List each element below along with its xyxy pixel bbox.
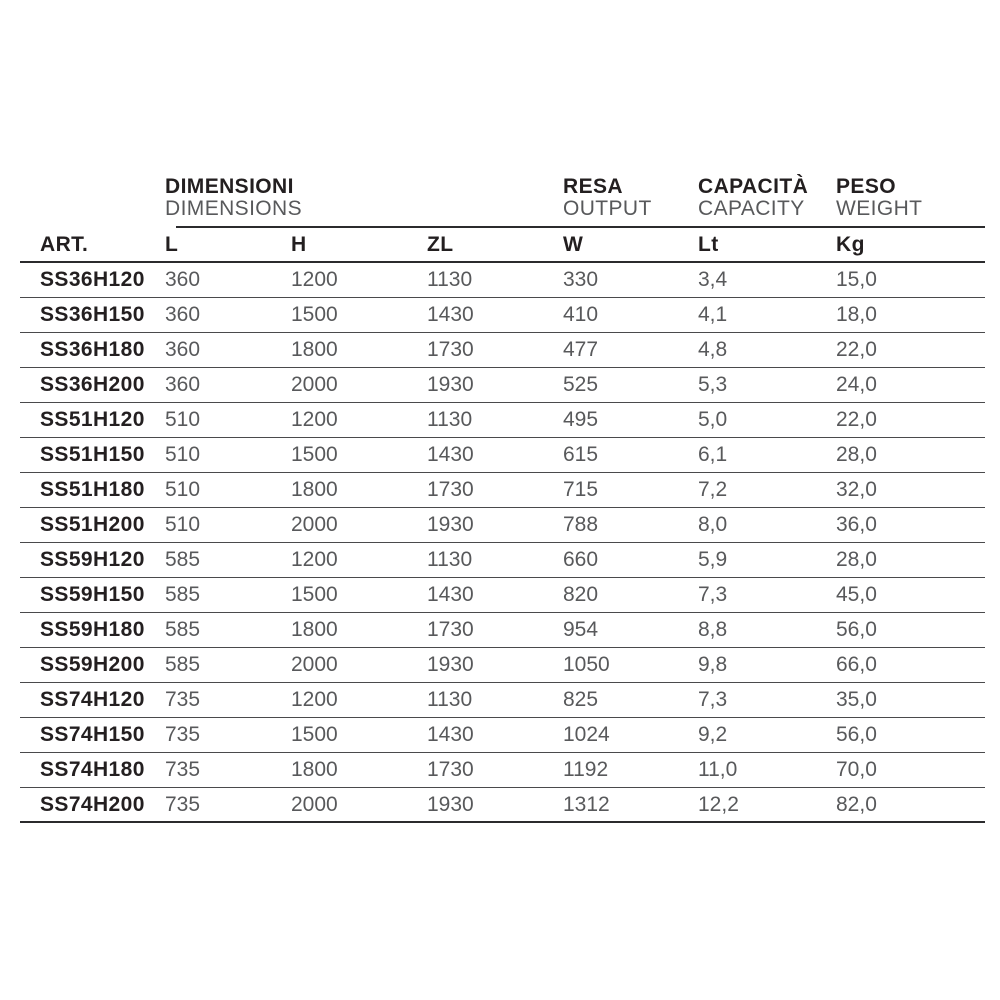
table-row: [20, 403, 985, 438]
cell-l: 510: [165, 513, 201, 536]
table-row: [20, 298, 985, 333]
group-label-dimensioni: DIMENSIONI: [165, 175, 294, 198]
cell-l: 735: [165, 723, 201, 746]
cell-h: 1200: [291, 548, 338, 571]
col-header-kg: Kg: [836, 232, 865, 256]
cell-art: SS36H180: [40, 338, 145, 361]
cell-lt: 9,8: [698, 653, 728, 676]
cell-lt: 9,2: [698, 723, 728, 746]
table-row: [20, 753, 985, 788]
spec-table: [20, 173, 985, 823]
cell-kg: 35,0: [836, 688, 877, 711]
cell-lt: 8,0: [698, 513, 728, 536]
col-header-lt: Lt: [698, 232, 719, 256]
table-row: [20, 788, 985, 823]
cell-w: 1024: [563, 723, 610, 746]
cell-zl: 1130: [427, 688, 473, 711]
group-header-capacity: [698, 176, 836, 228]
cell-h: 1500: [291, 443, 338, 466]
cell-l: 510: [165, 443, 201, 466]
cell-zl: 1930: [427, 653, 474, 676]
cell-kg: 66,0: [836, 653, 877, 676]
cell-kg: 45,0: [836, 583, 877, 606]
group-label-resa: RESA: [563, 175, 623, 198]
cell-lt: 5,9: [698, 548, 728, 571]
group-label-peso: PESO: [836, 175, 896, 198]
cell-w: 495: [563, 408, 599, 431]
cell-zl: 1430: [427, 723, 474, 746]
col-header-l: L: [165, 232, 179, 256]
cell-kg: 56,0: [836, 723, 877, 746]
cell-h: 2000: [291, 513, 338, 536]
cell-lt: 6,1: [698, 443, 728, 466]
table-row: [20, 613, 985, 648]
cell-lt: 5,3: [698, 373, 728, 396]
cell-zl: 1130: [427, 548, 473, 571]
cell-lt: 4,8: [698, 338, 728, 361]
cell-h: 1200: [291, 268, 338, 291]
cell-lt: 12,2: [698, 792, 739, 816]
cell-w: 525: [563, 373, 599, 396]
cell-kg: 15,0: [836, 268, 877, 291]
cell-w: 954: [563, 618, 599, 641]
cell-lt: 7,2: [698, 478, 728, 501]
cell-art: SS36H200: [40, 373, 145, 396]
cell-art: SS74H120: [40, 688, 145, 711]
cell-h: 1500: [291, 303, 338, 326]
cell-w: 410: [563, 303, 599, 326]
cell-kg: 56,0: [836, 618, 877, 641]
cell-kg: 18,0: [836, 303, 877, 326]
cell-art: SS74H180: [40, 758, 145, 781]
cell-l: 585: [165, 618, 201, 641]
cell-w: 1050: [563, 653, 610, 676]
cell-lt: 7,3: [698, 688, 728, 711]
cell-w: 615: [563, 443, 599, 466]
cell-art: SS51H150: [40, 443, 145, 466]
cell-h: 2000: [291, 653, 338, 676]
cell-h: 1800: [291, 758, 338, 781]
table-row: [20, 473, 985, 508]
table-row: [20, 263, 985, 298]
cell-lt: 7,3: [698, 583, 728, 606]
cell-zl: 1130: [427, 408, 473, 431]
cell-art: SS74H150: [40, 723, 145, 746]
table-row: [20, 508, 985, 543]
cell-h: 1500: [291, 583, 338, 606]
cell-zl: 1930: [427, 792, 474, 816]
group-header-row: [20, 173, 985, 228]
cell-art: SS59H120: [40, 548, 145, 571]
cell-l: 510: [165, 408, 201, 431]
table-row: [20, 333, 985, 368]
cell-w: 1192: [563, 758, 609, 781]
cell-zl: 1430: [427, 303, 474, 326]
cell-lt: 11,0: [698, 758, 738, 781]
cell-zl: 1130: [427, 268, 473, 291]
cell-w: 477: [563, 338, 599, 361]
cell-l: 360: [165, 268, 201, 291]
cell-kg: 22,0: [836, 338, 877, 361]
cell-art: SS59H200: [40, 653, 145, 676]
cell-zl: 1430: [427, 583, 474, 606]
cell-art: SS51H200: [40, 513, 145, 536]
cell-w: 820: [563, 583, 599, 606]
cell-l: 585: [165, 548, 201, 571]
cell-w: 715: [563, 478, 599, 501]
cell-zl: 1430: [427, 443, 474, 466]
cell-kg: 28,0: [836, 443, 877, 466]
group-label-output: OUTPUT: [563, 197, 652, 220]
cell-zl: 1730: [427, 338, 474, 361]
table-row: [20, 578, 985, 613]
group-header-weight: [836, 176, 985, 228]
cell-kg: 70,0: [836, 758, 877, 781]
table-row: [20, 438, 985, 473]
cell-h: 1200: [291, 408, 338, 431]
cell-art: SS36H120: [40, 268, 145, 291]
group-label-dimensions: DIMENSIONS: [165, 197, 303, 220]
cell-kg: 82,0: [836, 792, 877, 816]
cell-art: SS59H180: [40, 618, 145, 641]
group-header-dimensions: [165, 176, 563, 228]
cell-w: 1312: [563, 792, 610, 816]
col-header-h: H: [291, 232, 307, 256]
cell-lt: 4,1: [698, 303, 728, 326]
cell-lt: 5,0: [698, 408, 728, 431]
cell-art: SS36H150: [40, 303, 145, 326]
cell-l: 735: [165, 688, 201, 711]
table-row: [20, 718, 985, 753]
group-label-capacity: CAPACITY: [698, 197, 805, 220]
cell-lt: 3,4: [698, 268, 728, 291]
cell-zl: 1930: [427, 513, 474, 536]
cell-kg: 28,0: [836, 548, 877, 571]
cell-zl: 1930: [427, 373, 474, 396]
col-header-art: ART.: [40, 232, 89, 256]
cell-w: 788: [563, 513, 599, 536]
cell-lt: 8,8: [698, 618, 728, 641]
cell-w: 825: [563, 688, 599, 711]
cell-kg: 24,0: [836, 373, 877, 396]
cell-l: 510: [165, 478, 201, 501]
cell-l: 360: [165, 373, 201, 396]
table-row: [20, 368, 985, 403]
cell-art: SS59H150: [40, 583, 145, 606]
cell-zl: 1730: [427, 478, 474, 501]
cell-l: 360: [165, 303, 201, 326]
cell-l: 585: [165, 583, 201, 606]
cell-h: 1500: [291, 723, 338, 746]
cell-art: SS51H120: [40, 408, 145, 431]
cell-h: 1800: [291, 338, 338, 361]
group-header-rule: [176, 226, 985, 228]
cell-h: 2000: [291, 373, 338, 396]
cell-l: 735: [165, 758, 201, 781]
col-header-w: W: [563, 232, 584, 256]
col-header-zl: ZL: [427, 232, 454, 256]
table-row: [20, 683, 985, 718]
cell-h: 1200: [291, 688, 338, 711]
cell-h: 1800: [291, 478, 338, 501]
cell-l: 585: [165, 653, 201, 676]
group-label-capacita: CAPACITÀ: [698, 175, 809, 198]
table-row: [20, 543, 985, 578]
cell-kg: 36,0: [836, 513, 877, 536]
cell-w: 330: [563, 268, 599, 291]
cell-l: 360: [165, 338, 201, 361]
cell-zl: 1730: [427, 618, 474, 641]
cell-h: 2000: [291, 792, 338, 816]
group-header-output: [563, 176, 698, 228]
cell-art: SS51H180: [40, 478, 145, 501]
cell-kg: 22,0: [836, 408, 877, 431]
cell-zl: 1730: [427, 758, 474, 781]
table-row: [20, 648, 985, 683]
cell-art: SS74H200: [40, 792, 145, 816]
cell-kg: 32,0: [836, 478, 877, 501]
group-label-weight: WEIGHT: [836, 197, 923, 220]
cell-l: 735: [165, 792, 201, 816]
table-body: [20, 263, 985, 823]
cell-h: 1800: [291, 618, 338, 641]
column-header-row: [20, 228, 985, 263]
cell-w: 660: [563, 548, 599, 571]
